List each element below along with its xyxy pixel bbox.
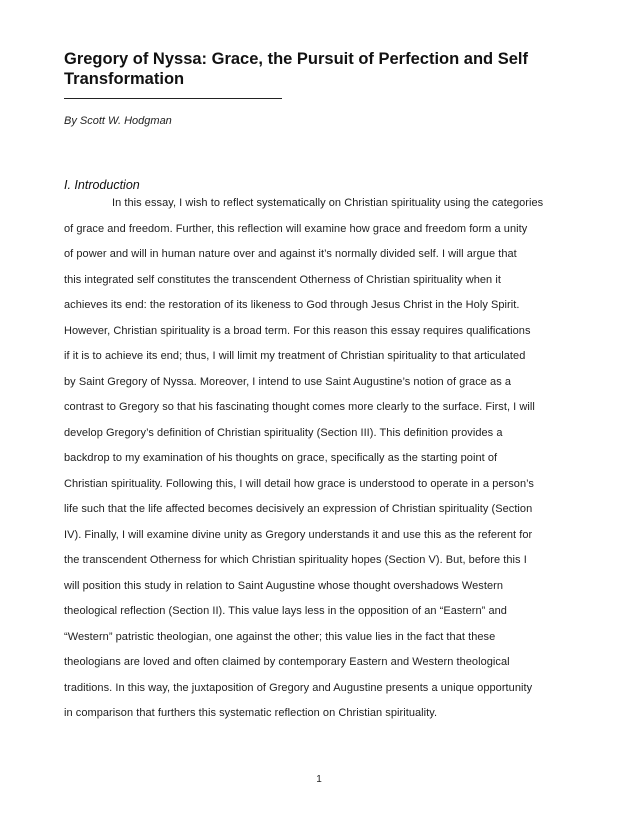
- paragraph-line: theologians are loved and often claimed by contemporary Eastern and Western theological: [64, 656, 510, 668]
- paragraph-line: of power and will in human nature over and against it’s normally divided self. I will argue that: [64, 248, 517, 260]
- paragraph-line: backdrop to my examination of his thoughts on grace, specifically as the starting point of: [64, 452, 498, 464]
- author-byline: By Scott W. Hodgman: [64, 115, 172, 127]
- paragraph-line: In this essay, I wish to reflect systematically on Christian spirituality using the categories: [112, 197, 544, 209]
- paragraph-line: by Saint Gregory of Nyssa. Moreover, I intend to use Saint Augustine’s notion of grace as a: [64, 375, 512, 388]
- paragraph-line: in comparison that furthers this systematic reflection on Christian spirituality.: [64, 707, 438, 719]
- section-heading: I. Introduction: [64, 178, 140, 192]
- paragraph-line: the transcendent Otherness for which Christian spirituality hopes (Section V). But, before this I: [64, 554, 527, 566]
- paragraph-line: of grace and freedom. Further, this reflection will examine how grace and freedom form a unity: [64, 222, 528, 235]
- paragraph-line: However, Christian spirituality is a broad term. For this reason this essay requires qualifications: [64, 324, 531, 337]
- paragraph-line: achieves its end: the restoration of its likeness to God through Jesus Christ in the Holy Spirit.: [64, 299, 520, 311]
- paragraph-line: IV). Finally, I will examine divine unity as Gregory understands it and use this as the referent for: [64, 528, 533, 541]
- title-divider: [64, 98, 282, 99]
- paragraph-line: if it is to achieve its end; thus, I will limit my treatment of Christian spirituality to that articulated: [64, 350, 526, 362]
- paragraph-line: contrast to Gregory so that his fascinating thought comes more clearly to the surface. First, I will: [64, 401, 535, 413]
- introduction-paragraph: [64, 194, 574, 730]
- page-title: Gregory of Nyssa: Grace, the Pursuit of Perfection and Self Transformation: [64, 50, 528, 88]
- paragraph-line: theological reflection (Section II). This value lays less in the opposition of an “Eastern” and: [64, 605, 507, 617]
- paragraph-line: Christian spirituality. Following this, I will detail how grace is understood to operate in a person’s: [64, 477, 534, 490]
- paragraph-line: life such that the life affected becomes decisively an expression of Christian spirituality (Section: [64, 503, 533, 515]
- paragraph-line: will position this study in relation to Saint Augustine whose thought overshadows Western: [64, 579, 503, 592]
- paragraph-line: “Western” patristic theologian, one against the other; this value lies in the fact that these: [64, 630, 496, 643]
- paragraph-line: develop Gregory’s definition of Christian spirituality (Section III). This definition provides a: [64, 426, 503, 439]
- paragraph-line: this integrated self constitutes the transcendent Otherness of Christian spirituality when it: [64, 273, 501, 286]
- page-number: 1: [316, 774, 322, 785]
- paragraph-line: traditions. In this way, the juxtaposition of Gregory and Augustine presents a unique opportunity: [64, 681, 533, 694]
